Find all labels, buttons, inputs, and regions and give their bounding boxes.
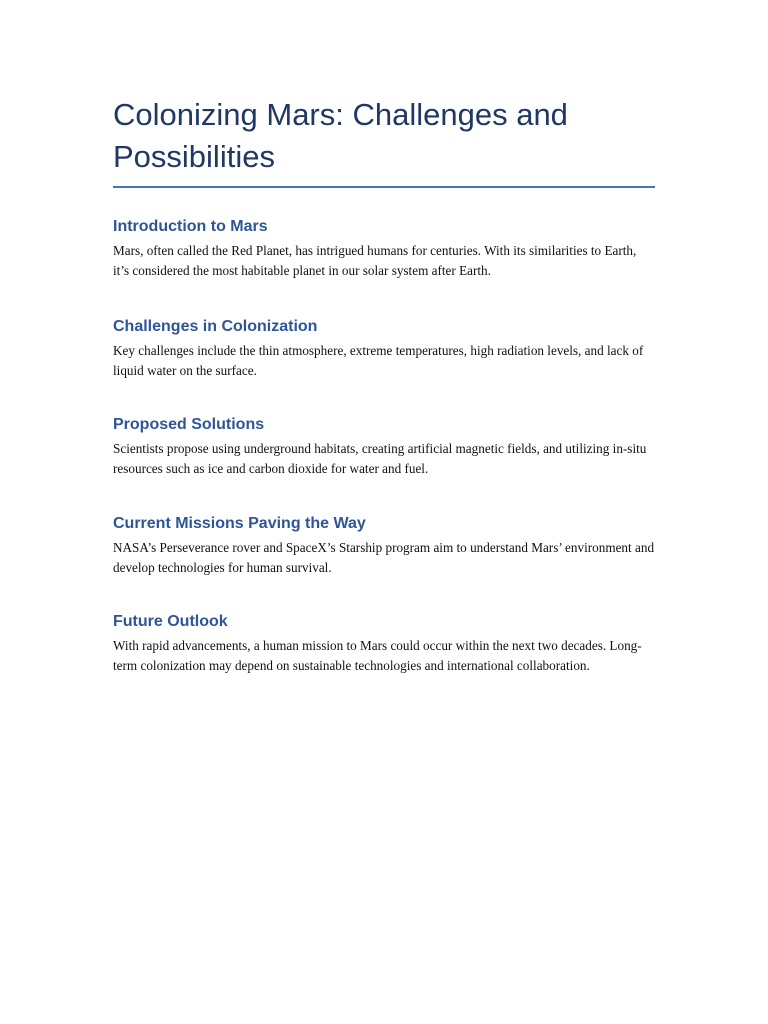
section-outlook bbox=[113, 611, 655, 675]
section-body: NASA’s Perseverance rover and SpaceX’s Starship program aim to understand Mars’ environment and develop technologies for human survival. bbox=[113, 540, 655, 575]
section-heading: Introduction to Mars bbox=[113, 218, 268, 235]
section-body: Scientists propose using underground habitats, creating artificial magnetic fields, and utilizing in-situ resources such as ice and carbon dioxide for water and fuel. bbox=[113, 441, 647, 476]
document-title: Colonizing Mars: Challenges and Possibilities bbox=[113, 94, 655, 188]
section-heading: Current Missions Paving the Way bbox=[113, 515, 366, 532]
section-heading: Future Outlook bbox=[113, 613, 228, 630]
section-challenges bbox=[113, 316, 655, 380]
section-body: Mars, often called the Red Planet, has intrigued humans for centuries. With its similarities to Earth, it’s considered the most habitable planet in our solar system after Earth. bbox=[113, 243, 637, 278]
section-missions bbox=[113, 513, 655, 577]
section-heading: Challenges in Colonization bbox=[113, 318, 318, 335]
document-page bbox=[113, 94, 655, 675]
section-solutions bbox=[113, 414, 655, 478]
section-introduction bbox=[113, 216, 655, 280]
section-body: Key challenges include the thin atmosphere, extreme temperatures, high radiation levels, and lack of liquid water on the surface. bbox=[113, 343, 644, 378]
section-body: With rapid advancements, a human mission to Mars could occur within the next two decades. Long-term colonization may depend on sustainable technologies and international collaboration. bbox=[113, 638, 642, 673]
section-heading: Proposed Solutions bbox=[113, 416, 265, 433]
